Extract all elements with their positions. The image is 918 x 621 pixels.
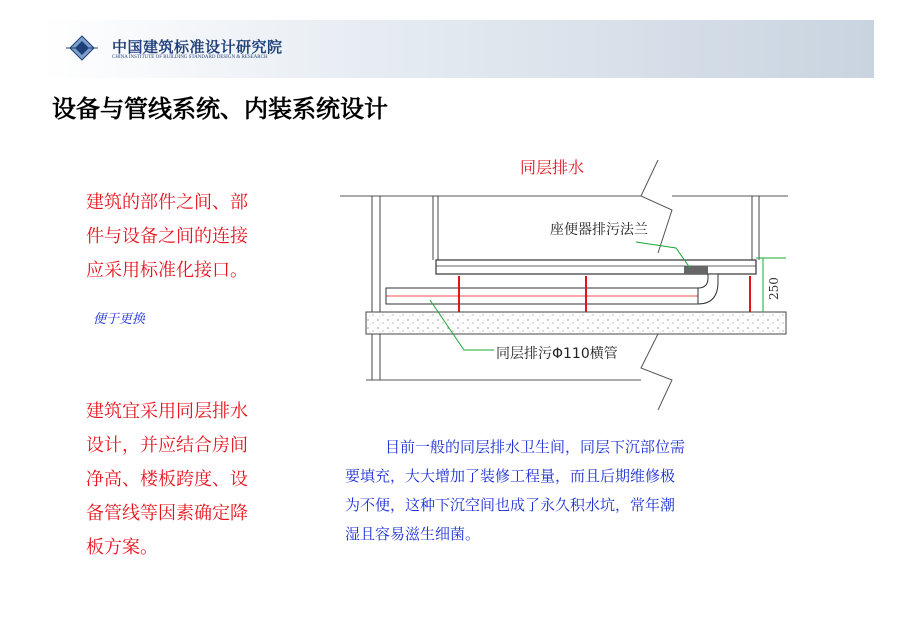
break-line-lower <box>641 334 672 410</box>
body-paragraph <box>345 433 805 549</box>
diagram-caption: 同层排水 <box>520 158 585 177</box>
text-line: 建筑宜采用同层排水 <box>86 401 248 422</box>
text-line: 应采用标准化接口。 <box>86 260 248 281</box>
institute-logo-icon <box>64 34 100 62</box>
pipe-elbow <box>698 274 718 304</box>
text-line: 件与设备之间的连接 <box>86 226 248 247</box>
text-line: 设计，并应结合房间 <box>86 435 248 456</box>
handwritten-note: 便于更换 <box>93 312 146 327</box>
text-line: 板方案。 <box>86 537 158 558</box>
org-name-en: CHINA INSTITUTE OF BUILDING STANDARD DESIGN & RESEARCH <box>112 55 268 60</box>
label-toilet-flange: 座便器排污法兰 <box>550 222 648 238</box>
text-line: 湿且容易滋生细菌。 <box>345 525 481 543</box>
break-line-upper <box>641 160 672 253</box>
page-title: 设备与管线系统、内装系统设计 <box>52 95 388 123</box>
concrete-slab <box>366 312 786 334</box>
left-paragraph-2 <box>86 395 248 565</box>
text-line: 要填充，大大增加了装修工程量，而且后期维修极 <box>345 467 676 485</box>
text-line: 目前一般的同层排水卫生间，同层下沉部位需 <box>385 438 686 456</box>
text-line: 为不便，这种下沉空间也成了永久积水坑，常年潮 <box>345 496 676 514</box>
text-line: 建筑的部件之间、部 <box>86 192 248 213</box>
left-paragraph-1 <box>86 186 248 288</box>
label-drain-pipe: 同层排污Φ110横管 <box>496 346 618 362</box>
drainage-section-diagram <box>336 150 806 412</box>
dimension-value: 250 <box>767 277 781 300</box>
text-line: 净高、楼板跨度、设 <box>86 469 248 490</box>
toilet-flange <box>684 266 708 274</box>
text-line: 备管线等因素确定降 <box>86 503 248 524</box>
org-name-cn: 中国建筑标准设计研究院 <box>112 38 283 56</box>
